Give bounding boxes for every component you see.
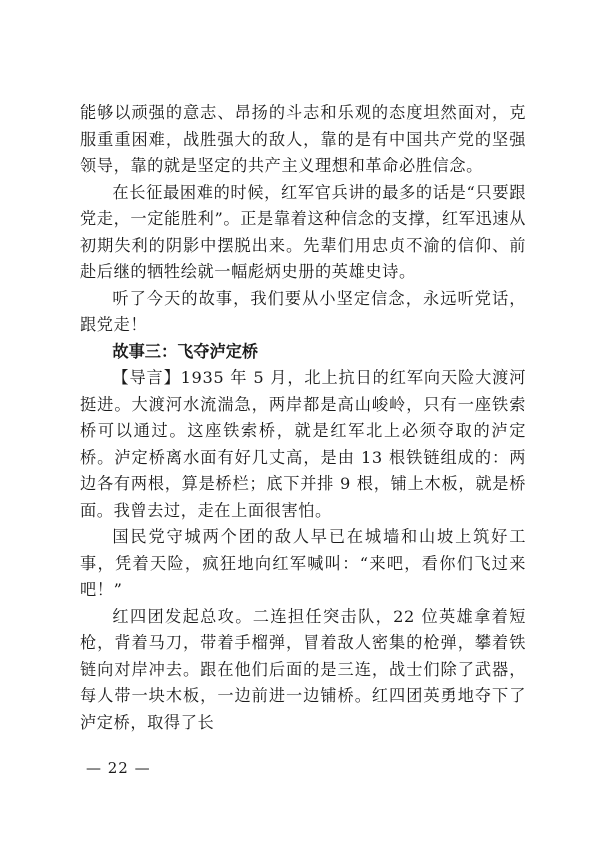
paragraph-long-march-belief: 在长征最困难的时候，红军官兵讲的最多的话是“只要跟党走，一定能胜利”。正是靠着这种信念的支撑，红军迅速从初期失利的阴影中摆脱出来。先辈们用忠贞不渝的信仰、前赴后继的牺牲绘就一幅彪炳史册的英雄史诗。: [80, 182, 526, 281]
paragraph-follow-party: 听了今天的故事，我们要从小坚定信念，永远听党话，跟党走！: [80, 288, 526, 334]
section-heading: 故事三：飞夺泸定桥: [112, 341, 259, 361]
page-number: — 22 —: [86, 759, 151, 777]
paragraph-assault: 红四团发起总攻。二连担任突击队，22 位英雄拿着短枪，背着马刀，带着手榴弹，冒着敌人密集的枪弹，攀着铁链向对岸冲去。跟在他们后面的是三连，战士们除了武器，每人带一块木板，一边前进一边铺桥。红四团英勇地夺下了泸定桥，取得了长: [80, 606, 526, 732]
paragraph-continuation: 能够以顽强的意志、昂扬的斗志和乐观的态度坦然面对，克服重重困难，战胜强大的敌人，靠的是有中国共产党的坚强领导，靠的就是坚定的共产主义理想和革命必胜信念。: [80, 103, 526, 175]
paragraph-introduction: 【导言】1935 年 5 月，北上抗日的红军向天险大渡河挺进。大渡河水流湍急，两岸都是高山峻岭，只有一座铁索桥可以通过。这座铁索桥，就是红军北上必须夺取的泸定桥。泸定桥离水面有好几丈高，是由 13 根铁链组成的：两边各有两根，算是桥栏；底下并排 9 根，铺上木板，就是桥面。我曾去过，走在上面很害怕。: [80, 368, 526, 520]
document-page: [80, 100, 526, 736]
paragraph-enemy-defense: 国民党守城两个团的敌人早已在城墙和山坡上筑好工事，凭着天险，疯狂地向红军喊叫：“来吧，看你们飞过来吧！”: [80, 527, 526, 599]
